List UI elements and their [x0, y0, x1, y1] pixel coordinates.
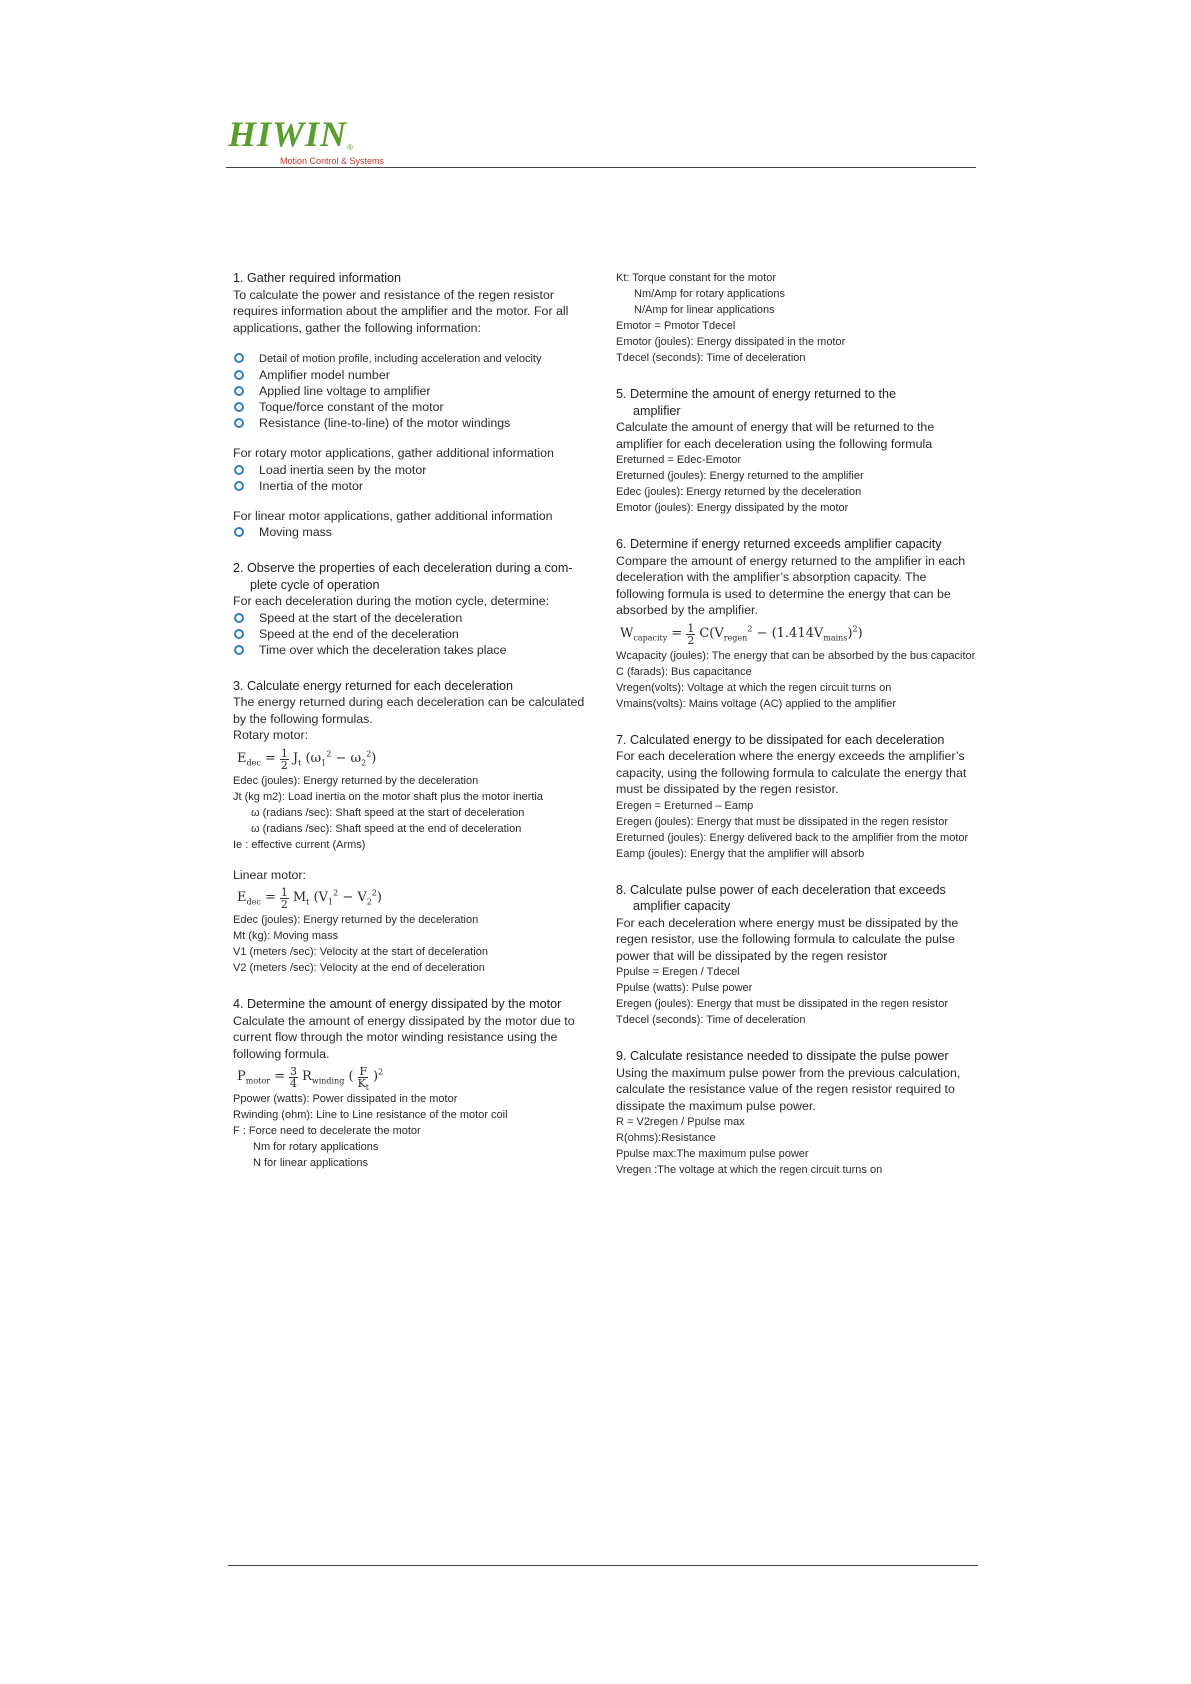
list-item: Inertia of the motor — [233, 478, 593, 494]
linear-energy-formula: $E_{dec}$ = $\frac{1}{2}$ $M_t$ $(V_1^2 - V_2^2)$ — [237, 886, 382, 911]
section-3-title: 3. Calculate energy returned for each deceleration — [233, 678, 514, 693]
bullet-ring-icon — [234, 481, 244, 491]
bullet-ring-icon — [234, 386, 244, 396]
motor-energy-formula: Emotor = Pmotor Tdecel — [616, 320, 736, 332]
section-1 — [233, 270, 593, 540]
definition: Eregen (joules): Energy that must be dissipated in the regen resistor — [616, 998, 949, 1010]
motor-power-formula: $P_{motor}$ = $\frac{3}{4}$ $R_{winding}$ ( $\frac{F}{K_t}$ )$^2$ — [237, 1065, 384, 1093]
definition: Ppulse (watts): Pulse power — [616, 982, 753, 994]
definition: Tdecel (seconds): Time of deceleration — [616, 352, 806, 364]
definition: ω (radians /sec): Shaft speed at the end of deceleration — [251, 822, 522, 835]
bullet-ring-icon — [234, 370, 244, 380]
section-3 — [233, 678, 593, 977]
logo-tagline: Motion Control & Systems — [280, 156, 385, 166]
section-4-body: Calculate the amount of energy dissipated by the motor due to current flow through the motor winding resistance using the following formula. — [233, 1013, 575, 1061]
section-5 — [616, 386, 978, 516]
definition: Eamp (joules): Energy that the amplifier will absorb — [616, 847, 865, 860]
section-6 — [616, 536, 978, 712]
pulse-power-formula: Ppulse = Eregen / Tdecel — [616, 966, 740, 978]
section-8-title: 8. Calculate pulse power of each deceleration that exceeds amplifier capacity — [616, 882, 946, 913]
registered-mark: ® — [347, 143, 353, 152]
definition: Vmains(volts): Mains voltage (AC) applied to the amplifier — [616, 697, 897, 710]
section-4 — [233, 996, 593, 1171]
resistance-formula: R = V2regen / Ppulse max — [616, 1116, 745, 1128]
definition: Edec (joules): Energy returned by the deceleration — [616, 486, 862, 498]
section-8 — [616, 882, 978, 1029]
section-9 — [616, 1048, 978, 1178]
bullet-ring-icon — [234, 465, 244, 475]
rotary-intro: For rotary motor applications, gather additional information — [233, 446, 554, 460]
linear-label: Linear motor: — [233, 867, 307, 882]
definition: Rwinding (ohm): Line to Line resistance of the motor coil — [233, 1109, 508, 1121]
bullet-ring-icon — [234, 645, 244, 655]
section-6-body: Compare the amount of energy returned to the amplifier in each deceleration with the amplifier’s absorption capacity. The following formula is used to determine the energy that can be absorbed by the amplifier. — [616, 553, 966, 617]
list-item: Speed at the start of the deceleration — [233, 610, 593, 626]
section-7-title: 7. Calculated energy to be dissipated for each deceleration — [616, 732, 945, 747]
required-info-list — [233, 350, 593, 431]
list-item: Toque/force constant of the motor — [233, 399, 593, 415]
returned-energy-formula: Ereturned = Edec-Emotor — [616, 454, 742, 466]
torque-constant-block — [616, 270, 978, 366]
logo-wordmark: HIWIN — [228, 114, 348, 154]
definition: V1 (meters /sec): Velocity at the start of deceleration — [233, 946, 488, 958]
section-1-body: To calculate the power and resistance of the regen resistor requires information about the amplifier and the motor. For all applications, gather the following information: — [233, 287, 569, 335]
deceleration-list — [233, 610, 593, 658]
definition: N/Amp for linear applications — [634, 304, 775, 316]
section-1-title: 1. Gather required information — [233, 271, 402, 285]
section-7-body: For each deceleration where the energy exceeds the amplifier’s capacity, using the following formula to calculate the energy that must be dissipated by the regen resistor. — [616, 749, 967, 796]
list-item: Resistance (line-to-line) of the motor windings — [233, 415, 593, 431]
hiwin-logo — [228, 114, 385, 166]
section-2-body: For each deceleration during the motion cycle, determine: — [233, 594, 550, 608]
list-item: Amplifier model number — [233, 367, 593, 383]
section-9-body: Using the maximum pulse power from the previous calculation, calculate the resistance value of the regen resistor required to dissipate the maximum pulse power. — [616, 1065, 961, 1113]
section-4-title: 4. Determine the amount of energy dissipated by the motor — [233, 997, 562, 1011]
regen-energy-formula: Eregen = Ereturned – Eamp — [616, 799, 754, 812]
definition: Ppulse max:The maximum pulse power — [616, 1148, 809, 1160]
definition: Edec (joules): Energy returned by the deceleration — [233, 914, 479, 926]
capacity-formula: $W_{capacity}$ = $\frac{1}{2}$ $C(V_{regen}^2 - (1.414V_{mains})^2)$ — [620, 621, 863, 647]
bullet-ring-icon — [234, 353, 244, 363]
linear-intro: For linear motor applications, gather additional information — [233, 508, 553, 523]
definition: Nm/Amp for rotary applications — [634, 288, 785, 300]
section-5-body: Calculate the amount of energy that will be returned to the amplifier for each deceleration using the following formula — [616, 420, 935, 451]
list-item: Load inertia seen by the motor — [233, 462, 593, 478]
definition: Eregen (joules): Energy that must be dissipated in the regen resistor — [616, 815, 949, 828]
definition: ω (radians /sec): Shaft speed at the start of deceleration — [251, 806, 525, 819]
list-item: Speed at the end of the deceleration — [233, 626, 593, 642]
section-9-title: 9. Calculate resistance needed to dissipate the pulse power — [616, 1049, 949, 1063]
list-item: Detail of motion profile, including acceleration and velocity — [233, 350, 593, 367]
bullet-ring-icon — [234, 613, 244, 623]
definition: Tdecel (seconds): Time of deceleration — [616, 1014, 806, 1026]
definition: V2 (meters /sec): Velocity at the end of deceleration — [233, 962, 485, 974]
definition: Ppower (watts): Power dissipated in the motor — [233, 1093, 458, 1105]
definition: Ereturned (joules): Energy delivered back to the amplifier from the motor — [616, 831, 969, 844]
header-rule — [226, 167, 976, 168]
definition: Emotor (joules): Energy dissipated in the motor — [616, 336, 846, 348]
section-2 — [233, 560, 593, 658]
section-5-title: 5. Determine the amount of energy returned to the amplifier — [616, 387, 897, 418]
definition: F : Force need to decelerate the motor — [233, 1125, 421, 1137]
definition: Mt (kg): Moving mass — [233, 930, 339, 942]
definition: C (farads): Bus capacitance — [616, 665, 752, 678]
definition: N for linear applications — [253, 1157, 368, 1169]
bullet-ring-icon — [234, 418, 244, 428]
definition: Emotor (joules): Energy dissipated by the motor — [616, 502, 849, 514]
definition: Vregen :The voltage at which the regen circuit turns on — [616, 1164, 883, 1176]
definition: Kt: Torque constant for the motor — [616, 272, 776, 284]
definition: Edec (joules): Energy returned by the deceleration — [233, 774, 479, 787]
rotary-energy-formula: $E_{dec}$ = $\frac{1}{2}$ $J_t$ $(\omega_1^2 - \omega_2^2)$ — [237, 746, 377, 772]
bullet-ring-icon — [234, 629, 244, 639]
footer-rule — [228, 1565, 978, 1566]
section-2-title: 2. Observe the properties of each deceleration during a com- plete cycle of operation — [233, 561, 573, 592]
definition: Wcapacity (joules): The energy that can be absorbed by the bus capacitor — [616, 649, 976, 662]
definition: R(ohms):Resistance — [616, 1132, 716, 1144]
bullet-ring-icon — [234, 402, 244, 412]
bullet-ring-icon — [234, 527, 244, 537]
definition: Jt (kg m2): Load inertia on the motor shaft plus the motor inertia — [233, 790, 543, 803]
list-item: Applied line voltage to amplifier — [233, 383, 593, 399]
section-8-body: For each deceleration where energy must be dissipated by the regen resistor, use the following formula to calculate the pulse power that will be dissipated by the regen resistor — [616, 915, 959, 963]
section-6-title: 6. Determine if energy returned exceeds amplifier capacity — [616, 537, 942, 551]
rotary-info-list — [233, 462, 593, 494]
section-3-body: The energy returned during each deceleration can be calculated by the following formulas. — [233, 695, 585, 726]
right-column — [616, 270, 978, 1198]
definition: Vregen(volts): Voltage at which the regen circuit turns on — [616, 681, 892, 694]
list-item: Time over which the deceleration takes place — [233, 642, 593, 658]
definition: Ie : effective current (Arms) — [233, 838, 366, 851]
rotary-label: Rotary motor: — [233, 728, 309, 742]
linear-info-list — [233, 524, 593, 540]
left-column — [233, 270, 593, 1191]
section-7 — [616, 732, 978, 862]
definition: Ereturned (joules): Energy returned to the amplifier — [616, 470, 864, 482]
definition: Nm for rotary applications — [253, 1141, 379, 1153]
list-item: Moving mass — [233, 524, 593, 540]
